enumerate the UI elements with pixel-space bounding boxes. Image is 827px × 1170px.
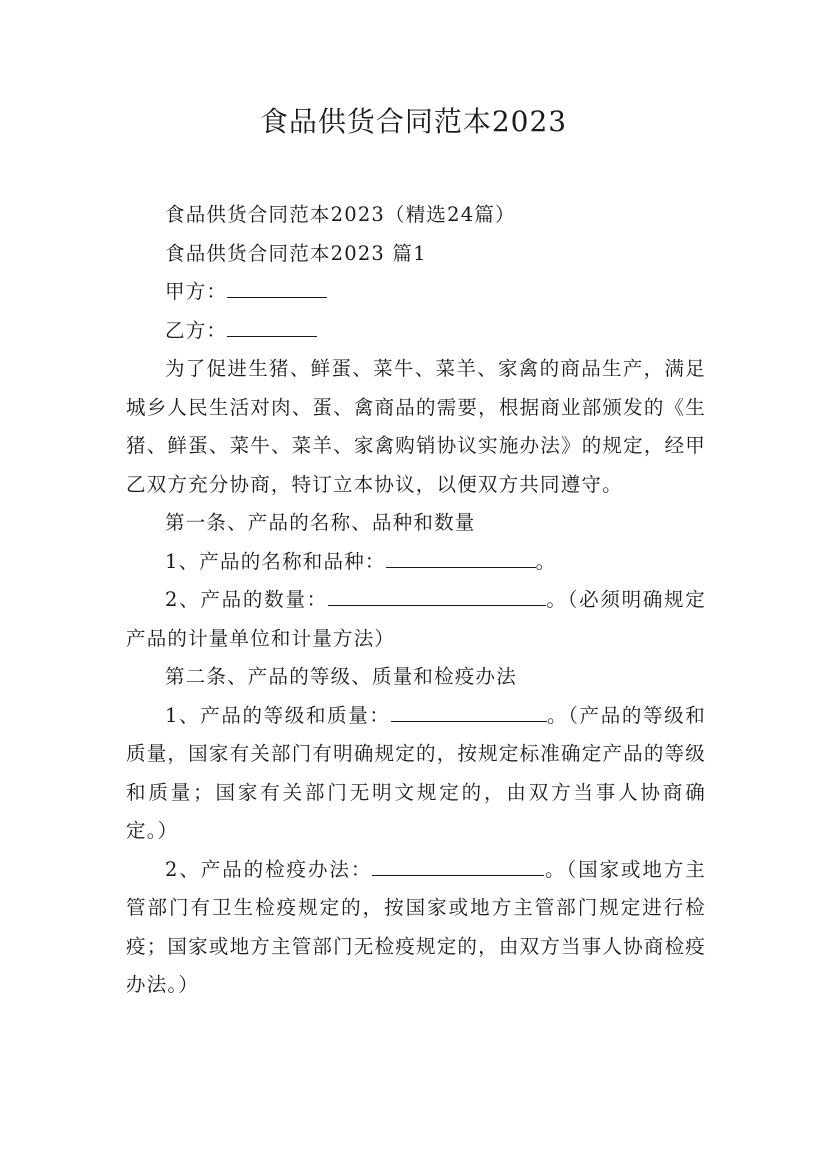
a2-item2-tail: 。（国家或地方主管部门有卫生检疫规定的，按国家或地方主管部门规定进行检疫；国家或地方主管部门无检疫规定的，由双方当事人协商检疫办法。） [126, 857, 706, 996]
a1-item1-blank [386, 547, 536, 568]
a2-item1-label: 1、产品的等级和质量： [165, 703, 391, 727]
document-title: 食品供货合同范本2023 [259, 105, 568, 138]
article-2-title: 第二条、产品的等级、质量和检疫办法 [165, 665, 517, 688]
party-a-blank [227, 277, 327, 298]
party-b-blank [227, 316, 317, 337]
party-a-line [126, 273, 706, 312]
article-2-item-1 [126, 697, 706, 851]
a2-item2-label: 2、产品的检疫办法： [165, 857, 373, 881]
chapter-heading: 食品供货合同范本2023 篇1 [165, 241, 427, 265]
intro-paragraph: 为了促进生猪、鲜蛋、菜牛、菜羊、家禽的商品生产，满足城乡人民生活对肉、蛋、禽商品的需要，根据商业部颁发的《生猪、鲜蛋、菜牛、菜羊、家禽购销协议实施办法》的规定，经甲乙双方充分协商，特订立本协议，以便双方共同遵守。 [126, 357, 706, 496]
a1-item1-label: 1、产品的名称和品种： [165, 549, 386, 573]
a1-item1-end: 。 [535, 549, 557, 573]
a1-item2-tail: 。（必须明确规定产品的计量单位和计量方法） [126, 588, 706, 650]
article-1-item-2 [126, 581, 706, 658]
document-body [126, 196, 706, 1005]
a2-item1-blank [391, 701, 547, 722]
party-a-label: 甲方： [165, 280, 228, 303]
a2-item1-tail: 。（产品的等级和质量，国家有关部门有明确规定的，按规定标准确定产品的等级和质量；国家有关部门无明文规定的，由双方当事人协商确定。） [126, 703, 706, 842]
a1-item2-blank [328, 585, 546, 606]
article-2-item-2 [126, 851, 706, 1005]
article-1-title: 第一条、产品的名称、品种和数量 [165, 511, 476, 534]
party-b-label: 乙方： [165, 318, 228, 342]
subtitle: 食品供货合同范本2023（精选24篇） [165, 203, 516, 226]
article-1-item-1 [126, 543, 706, 582]
a1-item2-label: 2、产品的数量： [165, 588, 328, 611]
party-b-line [126, 312, 706, 351]
a2-item2-blank [372, 855, 544, 876]
